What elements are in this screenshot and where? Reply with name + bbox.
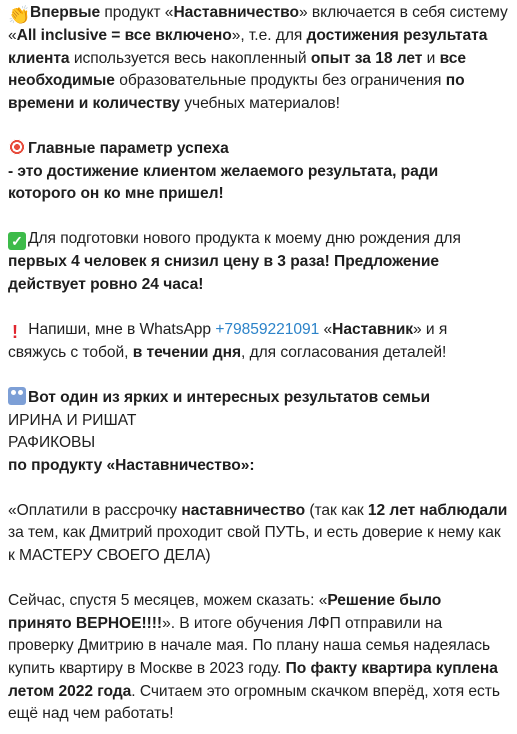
clapping-hands-icon: 👏 (8, 5, 31, 25)
exclamation-icon: ! (12, 321, 18, 342)
target-dart-icon (9, 139, 25, 155)
whatsapp-phone-link[interactable]: +79859221091 (215, 320, 320, 338)
paragraph-contact: ! Напиши, мне в WhatsApp +79859221091 «Наставник» и я свяжусь с тобой, в течении дня, для согласования деталей! (8, 320, 448, 361)
paragraph-success: Главные параметр успеха - это достижение клиентом желаемого результата, ради которого он ко мне пришел! (8, 139, 439, 203)
paragraph-quote: «Оплатили в рассрочку наставничество (так как 12 лет наблюдали за тем, как Дмитрий проходит свой ПУТЬ, и есть доверие к нему как к МАСТЕРУ СВОЕГО ДЕЛА) (8, 501, 508, 565)
paragraph-result: Вот один из ярких и интересных результатов семьи ИРИНА И РИШАТ РАФИКОВЫ по продукту «Наставничество»: (8, 388, 431, 474)
paragraph-outcome: Сейчас, спустя 5 месяцев, можем сказать: «Решение было принято ВЕРНОЕ!!!!». В итоге обучения ЛФП отправили на проверку Дмитрию в начале мая. По плану наша семья надеялась купить квартиру в Москве в 2023 году. По факту квартира куплена летом 2022 года. Считаем это огромным скачком вперёд, хотя есть ещё над чем работать! (8, 592, 500, 723)
check-mark-icon: ✓ (8, 232, 26, 250)
paragraph-offer: ✓ Для подготовки нового продукта к моему дню рождения для первых 4 человек я снизил цену в 3 раза! Предложение действует ровно 24 часа! (8, 230, 461, 293)
family-icon (8, 387, 26, 405)
paragraph-intro: 👏Впервые продукт «Наставничество» включается в себя систему «All inclusive = все включено», т.е. для достижения результата клиента используется весь накопленный опыт за 18 лет и все необходимые образовательные продукты без ограничения по времени и количеству учебных материалов! (8, 4, 508, 112)
